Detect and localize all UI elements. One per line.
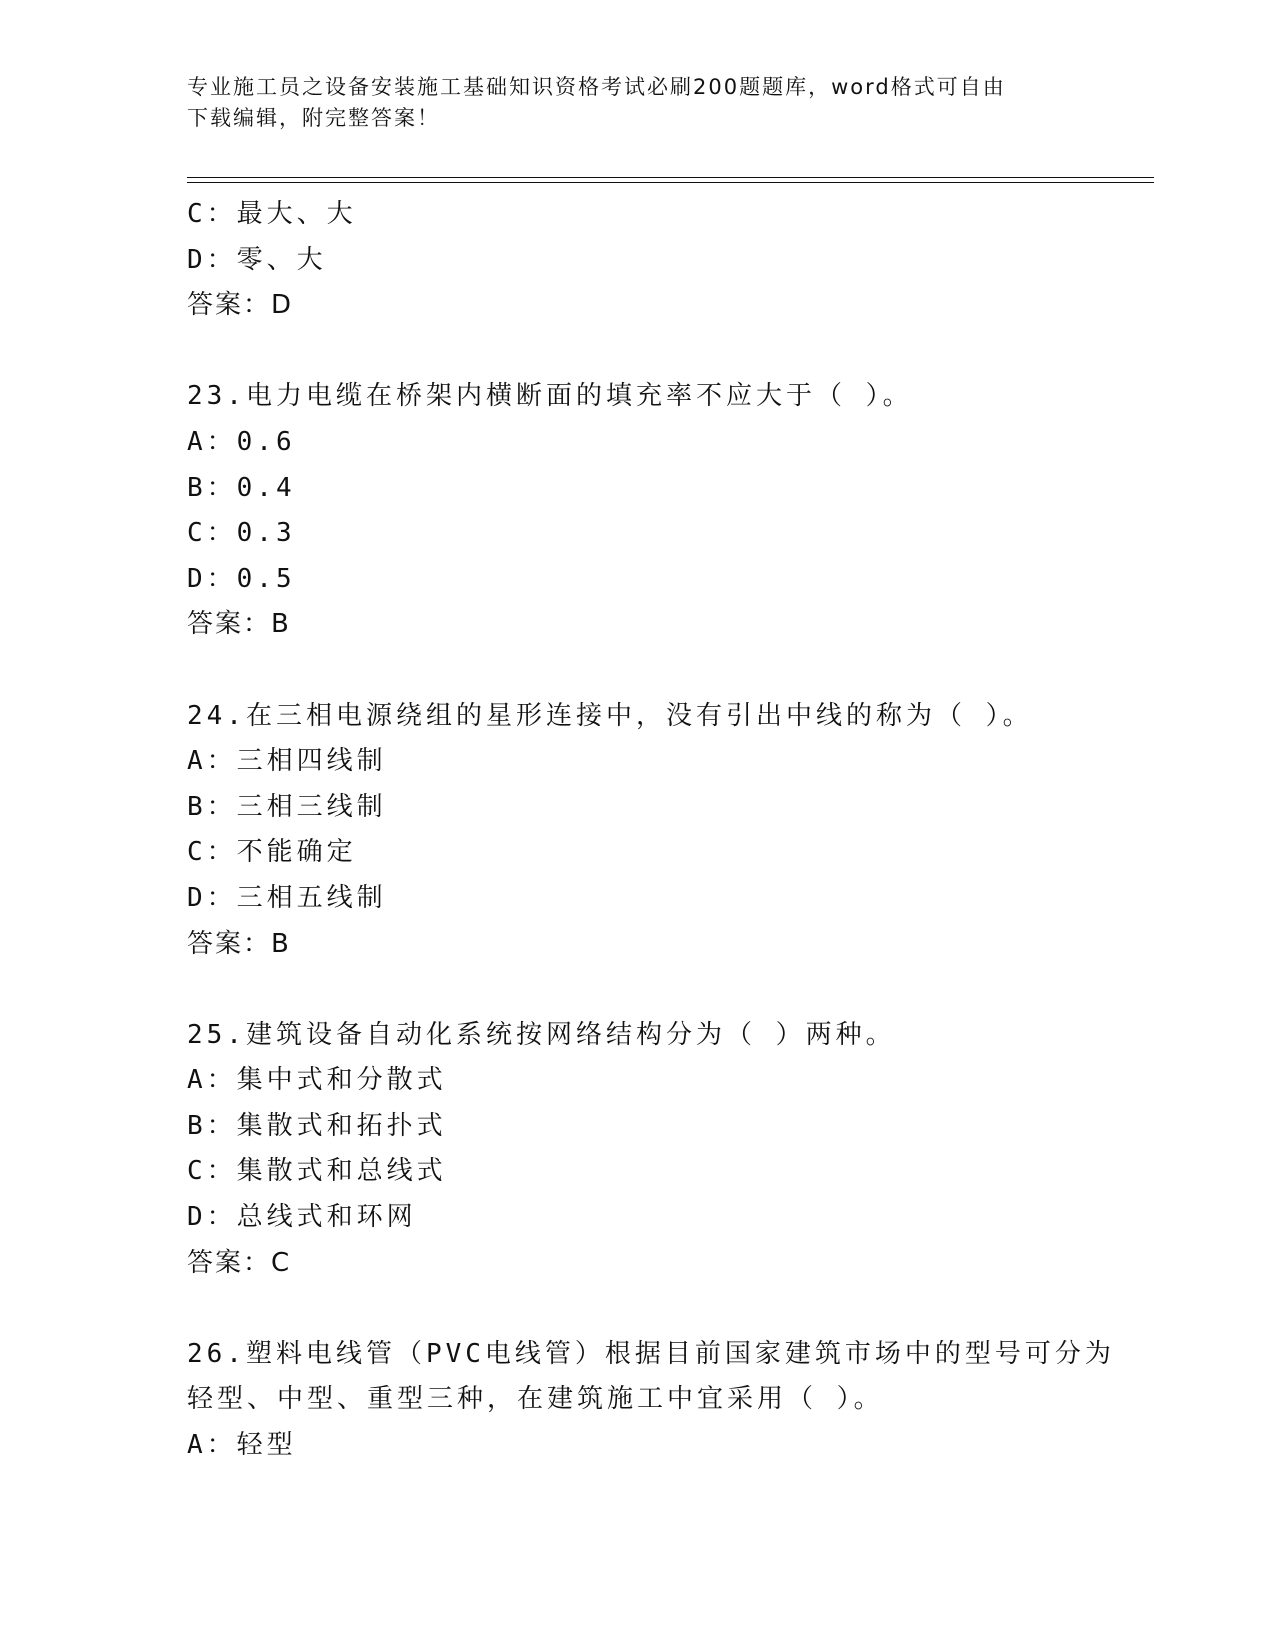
- question-25: [187, 1013, 1087, 1287]
- option-c: C：0.3: [187, 518, 296, 549]
- option-c: C：集散式和总线式: [187, 1156, 447, 1187]
- option-b: B：三相三线制: [187, 791, 387, 822]
- answer-line: 答案：D: [187, 290, 294, 321]
- question-24: [187, 694, 1087, 968]
- option-c: C：不能确定: [187, 837, 357, 868]
- question-stem: 23.电力电缆在桥架内横断面的填充率不应大于（ ）。: [187, 381, 913, 412]
- option-c: C：最大、大: [187, 199, 357, 229]
- question-23: [187, 374, 1087, 648]
- spacer: [187, 967, 1087, 1013]
- document-body: [187, 192, 1115, 1469]
- header-divider-top: [187, 177, 1154, 178]
- spacer: [187, 1286, 1087, 1332]
- question-26: [187, 1332, 1115, 1469]
- header-line-1: 专业施工员之设备安装施工基础知识资格考试必刷200题题库，word格式可自由: [187, 75, 1006, 99]
- option-d: D：三相五线制: [187, 882, 387, 913]
- spacer: [187, 648, 1087, 694]
- option-d: D：总线式和环网: [187, 1202, 417, 1233]
- answer-line: 答案：B: [187, 928, 291, 959]
- option-d: D：零、大: [187, 244, 327, 275]
- document-header: [187, 72, 1087, 134]
- option-a: A：轻型: [187, 1430, 297, 1461]
- question-stem: 25.建筑设备自动化系统按网络结构分为（ ）两种。: [187, 1019, 896, 1050]
- answer-line: 答案：B: [187, 609, 291, 640]
- option-a: A：集中式和分散式: [187, 1065, 447, 1096]
- option-a: A：0.6: [187, 426, 296, 457]
- option-d: D：0.5: [187, 563, 296, 594]
- question-22-tail: [187, 192, 1087, 329]
- header-divider-bottom: [187, 182, 1154, 183]
- question-stem-line-2: 轻型、中型、重型三种，在建筑施工中宜采用（ ）。: [187, 1384, 884, 1415]
- option-b: B：0.4: [187, 472, 296, 503]
- option-a: A：三相四线制: [187, 746, 387, 777]
- question-stem: 24.在三相电源绕组的星形连接中，没有引出中线的称为（ ）。: [187, 700, 1033, 731]
- question-stem-line-1: 26.塑料电线管（PVC电线管）根据目前国家建筑市场中的型号可分为: [187, 1338, 1115, 1369]
- option-b: B：集散式和拓扑式: [187, 1110, 447, 1141]
- answer-line: 答案：C: [187, 1247, 292, 1278]
- header-line-2: 下载编辑，附完整答案！: [187, 106, 440, 130]
- spacer: [187, 329, 1087, 375]
